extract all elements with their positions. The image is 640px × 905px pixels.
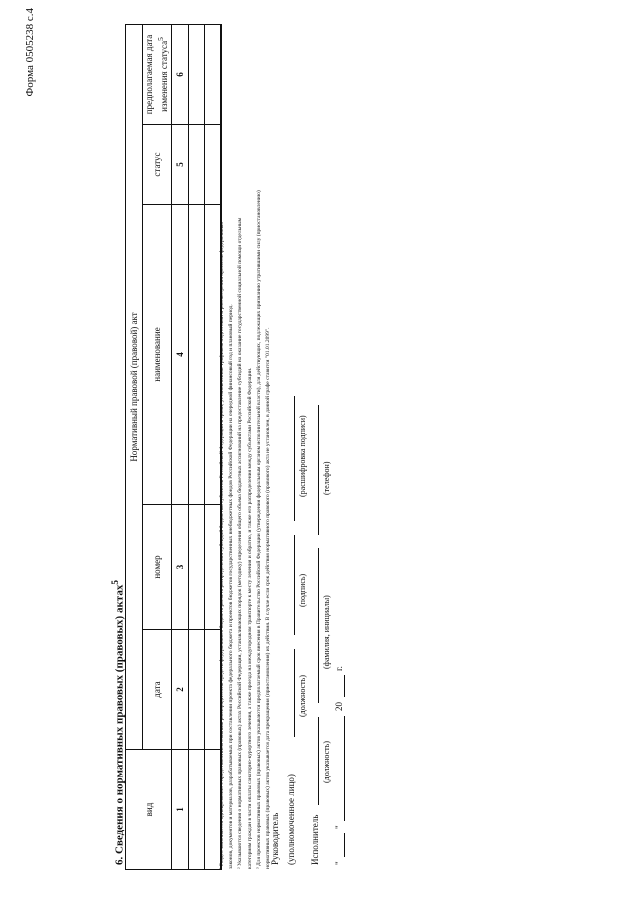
column-header-name: наименование [143, 205, 172, 505]
executor-position-caption: (должность) [322, 741, 331, 783]
head-position-line[interactable] [294, 649, 295, 737]
column-number: 5 [172, 125, 189, 205]
column-number: 2 [172, 630, 189, 750]
head-signature-caption: (подпись) [298, 573, 307, 607]
date-close-quote: " [334, 825, 344, 829]
table-cell[interactable] [189, 630, 205, 750]
normative-acts-table [125, 24, 222, 870]
column-number-row [172, 24, 189, 869]
column-number: 1 [172, 750, 189, 870]
executor-fio-line[interactable] [318, 548, 319, 703]
form-code: Форма 0505238 с.4 [24, 8, 36, 97]
column-header-number: номер [143, 505, 172, 630]
head-decode-caption: (расшифровка подписи) [298, 415, 307, 497]
column-number: 4 [172, 205, 189, 505]
date-year-suffix: г. [334, 666, 344, 671]
column-number: 3 [172, 505, 189, 630]
table-cell[interactable] [189, 505, 205, 630]
head-position-caption: (должность) [298, 675, 307, 717]
executor-position-line[interactable] [318, 717, 319, 805]
table-cell[interactable] [189, 205, 205, 505]
table-cell[interactable] [189, 24, 205, 124]
head-sub-label: (уполномоченное лицо) [286, 774, 296, 865]
footnote: нормативных правовых (правовых) актов указывается дата прекращения (приостановления) их действия. В случае если срок действия нормативного правового (правового) акта не установлен, в данной графе ставится "01.01.2099". [265, 327, 272, 869]
date-year-line[interactable] [344, 675, 345, 697]
date-month-line[interactable] [344, 716, 345, 821]
table-group-header: Нормативный правовой (правовой) акт [126, 24, 143, 749]
footnote: ² Указываются сведения о нормативных правовых (правовых) актах Российской Федерации, устанавливающих порядок (методику) определения общего объема бюджетных ассигнований на предоставление субсидий на оказание государственной социальной помощи отдельным [237, 217, 244, 869]
footnote: законов, документов и материалов, разрабатываемых при составлении проекта федерального бюджета и проектов бюджетов государственных внебюджетных фондов Российской Федерации на очередной финансовый год и плановый период. [228, 304, 235, 869]
section-title [110, 580, 126, 865]
date-year-prefix: 20 [334, 702, 344, 711]
section-title-text: 6. Сведения о нормативных правовых (правовых) актах [113, 584, 126, 865]
column-header-status-change-date [143, 24, 172, 124]
executor-phone-caption: (телефон) [322, 461, 331, 495]
footnote: ¹ Раздел заполняется одновременно с представлением главным распорядителем средств федерального бюджета расчета распределения субсидий бюджетам субъектов Российской Федерации в сроки, установленные графиком подготовки и рассмотрения проектов федеральных [219, 221, 225, 869]
head-signature-line[interactable] [294, 535, 295, 635]
column-number: 6 [172, 24, 189, 124]
date-open-quote: " [334, 861, 344, 865]
executor-label: Исполнитель [310, 814, 320, 865]
table-group-header-row [126, 24, 143, 869]
head-label: Руководитель [270, 812, 280, 865]
column-footnote-ref: 5 [156, 37, 165, 41]
head-decode-line[interactable] [294, 396, 295, 521]
table-cell[interactable] [189, 125, 205, 205]
column-header-kind: вид [126, 750, 172, 870]
column-header-status-change-date-text: предполагаемая дата изменения статуса [144, 34, 169, 115]
table-header-row [143, 24, 172, 869]
column-header-date: дата [143, 630, 172, 750]
date-day-line[interactable] [344, 833, 345, 857]
footnote: ³ Для проектов нормативных правовых (правовых) актов указываются предполагаемый срок внесения в Правительство Российской Федерации (утверждения федеральным органом исполнительной власти), для действующих, подлежащих признанию утратившими силу (приостановлению) [255, 190, 262, 869]
section-title-footnote-ref: 5 [110, 580, 120, 585]
table-cell[interactable] [189, 750, 205, 870]
footnote: категориям граждан в части оплаты санаторно-курортного лечения, а также проезда на междугородном транспорте к месту лечения и обратно, и также его распределения между субъектами Российской Федерации. [246, 367, 253, 869]
executor-fio-caption: (фамилия, инициалы) [322, 595, 331, 669]
executor-phone-line[interactable] [318, 405, 319, 535]
footnotes [218, 19, 273, 869]
table-row [189, 24, 205, 869]
column-header-status: статус [143, 125, 172, 205]
